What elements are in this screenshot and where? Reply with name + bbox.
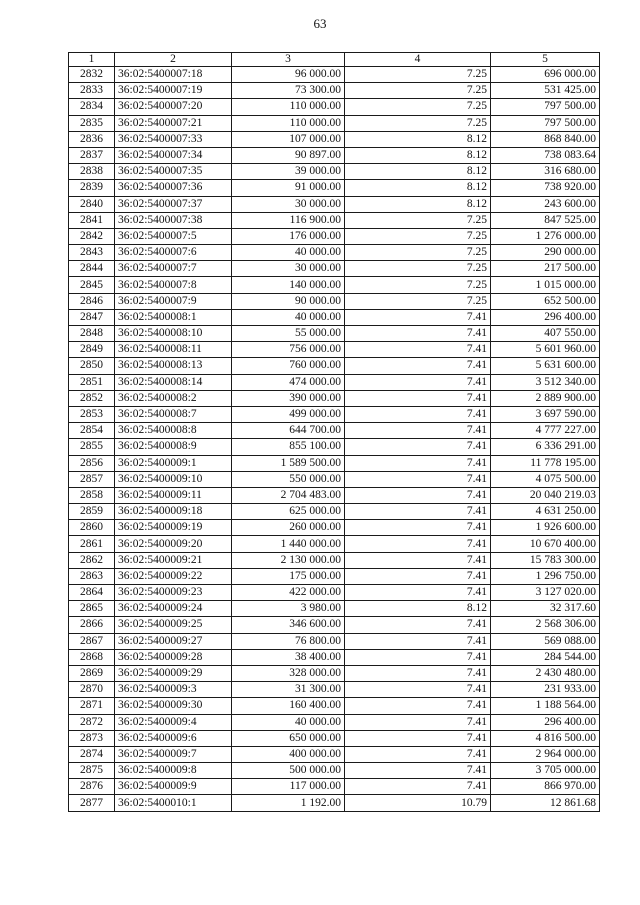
area-cell: 390 000.00 (232, 390, 345, 406)
row-number-cell: 2834 (69, 99, 115, 115)
value-cell: 290 000.00 (491, 245, 600, 261)
cadastral-number-cell: 36:02:5400008:9 (115, 439, 232, 455)
row-number-cell: 2845 (69, 277, 115, 293)
table-row (69, 682, 600, 698)
cadastral-number-cell: 36:02:5400007:9 (115, 293, 232, 309)
area-cell: 91 000.00 (232, 180, 345, 196)
row-number-cell: 2872 (69, 714, 115, 730)
row-number-cell: 2868 (69, 649, 115, 665)
area-cell: 500 000.00 (232, 763, 345, 779)
rate-cell: 8.12 (345, 601, 491, 617)
cadastral-number-cell: 36:02:5400007:8 (115, 277, 232, 293)
table-row (69, 245, 600, 261)
table-row (69, 390, 600, 406)
area-cell: 76 800.00 (232, 633, 345, 649)
value-cell: 217 500.00 (491, 261, 600, 277)
value-cell: 296 400.00 (491, 309, 600, 325)
cadastral-number-cell: 36:02:5400009:28 (115, 649, 232, 665)
cadastral-number-cell: 36:02:5400009:1 (115, 455, 232, 471)
value-cell: 243 600.00 (491, 196, 600, 212)
value-cell: 3 127 020.00 (491, 585, 600, 601)
rate-cell: 7.25 (345, 245, 491, 261)
rate-cell: 7.25 (345, 67, 491, 83)
rate-cell: 7.41 (345, 358, 491, 374)
rate-cell: 7.25 (345, 261, 491, 277)
rate-cell: 7.25 (345, 115, 491, 131)
cadastral-number-cell: 36:02:5400009:6 (115, 730, 232, 746)
area-cell: 760 000.00 (232, 358, 345, 374)
value-cell: 1 926 600.00 (491, 520, 600, 536)
area-cell: 499 000.00 (232, 406, 345, 422)
value-cell: 2 964 000.00 (491, 746, 600, 762)
row-number-cell: 2866 (69, 617, 115, 633)
row-number-cell: 2841 (69, 212, 115, 228)
row-number-cell: 2852 (69, 390, 115, 406)
cadastral-number-cell: 36:02:5400009:8 (115, 763, 232, 779)
area-cell: 90 000.00 (232, 293, 345, 309)
area-cell: 90 897.00 (232, 147, 345, 163)
rate-cell: 7.41 (345, 406, 491, 422)
table-row (69, 601, 600, 617)
value-cell: 10 670 400.00 (491, 536, 600, 552)
row-number-cell: 2851 (69, 374, 115, 390)
cadastral-number-cell: 36:02:5400009:7 (115, 746, 232, 762)
row-number-cell: 2847 (69, 309, 115, 325)
rate-cell: 7.41 (345, 536, 491, 552)
area-cell: 2 130 000.00 (232, 552, 345, 568)
area-cell: 328 000.00 (232, 665, 345, 681)
table-row (69, 374, 600, 390)
area-cell: 40 000.00 (232, 245, 345, 261)
table-row (69, 196, 600, 212)
value-cell: 1 188 564.00 (491, 698, 600, 714)
value-cell: 3 512 340.00 (491, 374, 600, 390)
cadastral-number-cell: 36:02:5400009:19 (115, 520, 232, 536)
column-header-value: 5 (491, 53, 600, 67)
cadastral-number-cell: 36:02:5400009:9 (115, 779, 232, 795)
table-row (69, 115, 600, 131)
value-cell: 4 631 250.00 (491, 504, 600, 520)
cadastral-number-cell: 36:02:5400009:3 (115, 682, 232, 698)
rate-cell: 7.25 (345, 277, 491, 293)
table-body (69, 67, 600, 812)
row-number-cell: 2867 (69, 633, 115, 649)
table-row (69, 228, 600, 244)
area-cell: 140 000.00 (232, 277, 345, 293)
table-row (69, 293, 600, 309)
rate-cell: 7.41 (345, 309, 491, 325)
land-valuation-table (68, 52, 600, 812)
rate-cell: 7.25 (345, 212, 491, 228)
row-number-cell: 2857 (69, 471, 115, 487)
cadastral-number-cell: 36:02:5400007:34 (115, 147, 232, 163)
row-number-cell: 2874 (69, 746, 115, 762)
cadastral-number-cell: 36:02:5400007:19 (115, 83, 232, 99)
row-number-cell: 2855 (69, 439, 115, 455)
area-cell: 644 700.00 (232, 423, 345, 439)
row-number-cell: 2859 (69, 504, 115, 520)
area-cell: 3 980.00 (232, 601, 345, 617)
value-cell: 5 631 600.00 (491, 358, 600, 374)
table-row (69, 277, 600, 293)
row-number-cell: 2863 (69, 568, 115, 584)
table-row (69, 83, 600, 99)
table-row (69, 714, 600, 730)
table-row (69, 552, 600, 568)
table-row (69, 261, 600, 277)
row-number-cell: 2856 (69, 455, 115, 471)
area-cell: 346 600.00 (232, 617, 345, 633)
rate-cell: 7.41 (345, 779, 491, 795)
area-cell: 55 000.00 (232, 326, 345, 342)
value-cell: 12 861.68 (491, 795, 600, 811)
area-cell: 474 000.00 (232, 374, 345, 390)
row-number-cell: 2835 (69, 115, 115, 131)
rate-cell: 7.41 (345, 520, 491, 536)
value-cell: 569 088.00 (491, 633, 600, 649)
row-number-cell: 2876 (69, 779, 115, 795)
value-cell: 3 697 590.00 (491, 406, 600, 422)
value-cell: 316 680.00 (491, 164, 600, 180)
cadastral-number-cell: 36:02:5400007:20 (115, 99, 232, 115)
value-cell: 1 296 750.00 (491, 568, 600, 584)
cadastral-number-cell: 36:02:5400009:21 (115, 552, 232, 568)
cadastral-number-cell: 36:02:5400009:27 (115, 633, 232, 649)
value-cell: 531 425.00 (491, 83, 600, 99)
rate-cell: 7.41 (345, 487, 491, 503)
cadastral-number-cell: 36:02:5400008:1 (115, 309, 232, 325)
area-cell: 550 000.00 (232, 471, 345, 487)
row-number-cell: 2832 (69, 67, 115, 83)
area-cell: 116 900.00 (232, 212, 345, 228)
cadastral-number-cell: 36:02:5400008:2 (115, 390, 232, 406)
area-cell: 422 000.00 (232, 585, 345, 601)
column-header-cadastral-number: 2 (115, 53, 232, 67)
rate-cell: 7.41 (345, 665, 491, 681)
area-cell: 31 300.00 (232, 682, 345, 698)
cadastral-number-cell: 36:02:5400008:7 (115, 406, 232, 422)
row-number-cell: 2850 (69, 358, 115, 374)
value-cell: 5 601 960.00 (491, 342, 600, 358)
row-number-cell: 2837 (69, 147, 115, 163)
table-row (69, 455, 600, 471)
area-cell: 39 000.00 (232, 164, 345, 180)
value-cell: 231 933.00 (491, 682, 600, 698)
row-number-cell: 2871 (69, 698, 115, 714)
cadastral-number-cell: 36:02:5400007:7 (115, 261, 232, 277)
rate-cell: 7.41 (345, 585, 491, 601)
cadastral-number-cell: 36:02:5400009:29 (115, 665, 232, 681)
row-number-cell: 2858 (69, 487, 115, 503)
cadastral-number-cell: 36:02:5400009:22 (115, 568, 232, 584)
value-cell: 284 544.00 (491, 649, 600, 665)
table-row (69, 423, 600, 439)
table-row (69, 326, 600, 342)
rate-cell: 7.41 (345, 746, 491, 762)
row-number-cell: 2848 (69, 326, 115, 342)
rate-cell: 7.41 (345, 698, 491, 714)
area-cell: 30 000.00 (232, 261, 345, 277)
column-header-number: 1 (69, 53, 115, 67)
area-cell: 2 704 483.00 (232, 487, 345, 503)
cadastral-number-cell: 36:02:5400007:33 (115, 131, 232, 147)
value-cell: 6 336 291.00 (491, 439, 600, 455)
row-number-cell: 2875 (69, 763, 115, 779)
rate-cell: 7.41 (345, 455, 491, 471)
area-cell: 160 400.00 (232, 698, 345, 714)
row-number-cell: 2853 (69, 406, 115, 422)
cadastral-number-cell: 36:02:5400009:24 (115, 601, 232, 617)
value-cell: 4 777 227.00 (491, 423, 600, 439)
rate-cell: 7.41 (345, 374, 491, 390)
area-cell: 1 192.00 (232, 795, 345, 811)
area-cell: 400 000.00 (232, 746, 345, 762)
area-cell: 40 000.00 (232, 309, 345, 325)
rate-cell: 7.41 (345, 471, 491, 487)
cadastral-number-cell: 36:02:5400009:25 (115, 617, 232, 633)
table-row (69, 698, 600, 714)
row-number-cell: 2873 (69, 730, 115, 746)
area-cell: 756 000.00 (232, 342, 345, 358)
table-row (69, 212, 600, 228)
value-cell: 866 970.00 (491, 779, 600, 795)
area-cell: 175 000.00 (232, 568, 345, 584)
rate-cell: 7.41 (345, 714, 491, 730)
value-cell: 2 430 480.00 (491, 665, 600, 681)
value-cell: 652 500.00 (491, 293, 600, 309)
area-cell: 107 000.00 (232, 131, 345, 147)
rate-cell: 7.41 (345, 649, 491, 665)
rate-cell: 7.41 (345, 568, 491, 584)
row-number-cell: 2840 (69, 196, 115, 212)
area-cell: 1 589 500.00 (232, 455, 345, 471)
value-cell: 11 778 195.00 (491, 455, 600, 471)
table-row (69, 471, 600, 487)
table-row (69, 358, 600, 374)
rate-cell: 7.41 (345, 552, 491, 568)
area-cell: 110 000.00 (232, 99, 345, 115)
area-cell: 40 000.00 (232, 714, 345, 730)
area-cell: 176 000.00 (232, 228, 345, 244)
cadastral-number-cell: 36:02:5400007:38 (115, 212, 232, 228)
row-number-cell: 2844 (69, 261, 115, 277)
row-number-cell: 2839 (69, 180, 115, 196)
value-cell: 3 705 000.00 (491, 763, 600, 779)
cadastral-number-cell: 36:02:5400008:14 (115, 374, 232, 390)
page-number: 63 (313, 16, 327, 31)
table-row (69, 795, 600, 811)
rate-cell: 7.41 (345, 633, 491, 649)
cadastral-number-cell: 36:02:5400007:21 (115, 115, 232, 131)
area-cell: 625 000.00 (232, 504, 345, 520)
value-cell: 4 816 500.00 (491, 730, 600, 746)
row-number-cell: 2846 (69, 293, 115, 309)
table-row (69, 487, 600, 503)
rate-cell: 8.12 (345, 196, 491, 212)
rate-cell: 7.41 (345, 342, 491, 358)
table-row (69, 746, 600, 762)
cadastral-number-cell: 36:02:5400009:30 (115, 698, 232, 714)
value-cell: 296 400.00 (491, 714, 600, 730)
row-number-cell: 2869 (69, 665, 115, 681)
cadastral-number-cell: 36:02:5400009:18 (115, 504, 232, 520)
table-row (69, 99, 600, 115)
cadastral-number-cell: 36:02:5400009:23 (115, 585, 232, 601)
table-row (69, 504, 600, 520)
cadastral-number-cell: 36:02:5400008:8 (115, 423, 232, 439)
rate-cell: 7.25 (345, 99, 491, 115)
table-row (69, 536, 600, 552)
rate-cell: 8.12 (345, 180, 491, 196)
row-number-cell: 2843 (69, 245, 115, 261)
row-number-cell: 2838 (69, 164, 115, 180)
table-row (69, 730, 600, 746)
area-cell: 1 440 000.00 (232, 536, 345, 552)
area-cell: 260 000.00 (232, 520, 345, 536)
cadastral-number-cell: 36:02:5400010:1 (115, 795, 232, 811)
row-number-cell: 2877 (69, 795, 115, 811)
value-cell: 4 075 500.00 (491, 471, 600, 487)
value-cell: 738 920.00 (491, 180, 600, 196)
area-cell: 73 300.00 (232, 83, 345, 99)
row-number-cell: 2870 (69, 682, 115, 698)
cadastral-number-cell: 36:02:5400008:10 (115, 326, 232, 342)
table-row (69, 520, 600, 536)
rate-cell: 7.41 (345, 682, 491, 698)
value-cell: 2 568 306.00 (491, 617, 600, 633)
row-number-cell: 2865 (69, 601, 115, 617)
table-row (69, 406, 600, 422)
value-cell: 1 276 000.00 (491, 228, 600, 244)
rate-cell: 7.41 (345, 326, 491, 342)
cadastral-number-cell: 36:02:5400007:5 (115, 228, 232, 244)
rate-cell: 7.25 (345, 228, 491, 244)
rate-cell: 8.12 (345, 164, 491, 180)
table-row (69, 617, 600, 633)
area-cell: 96 000.00 (232, 67, 345, 83)
rate-cell: 7.41 (345, 763, 491, 779)
cadastral-number-cell: 36:02:5400009:11 (115, 487, 232, 503)
cadastral-number-cell: 36:02:5400008:13 (115, 358, 232, 374)
rate-cell: 7.25 (345, 293, 491, 309)
rate-cell: 7.25 (345, 83, 491, 99)
table-row (69, 633, 600, 649)
value-cell: 1 015 000.00 (491, 277, 600, 293)
value-cell: 15 783 300.00 (491, 552, 600, 568)
row-number-cell: 2854 (69, 423, 115, 439)
column-header-rate: 4 (345, 53, 491, 67)
area-cell: 117 000.00 (232, 779, 345, 795)
table-row (69, 585, 600, 601)
row-number-cell: 2864 (69, 585, 115, 601)
cadastral-number-cell: 36:02:5400009:20 (115, 536, 232, 552)
value-cell: 797 500.00 (491, 99, 600, 115)
rate-cell: 7.41 (345, 439, 491, 455)
cadastral-number-cell: 36:02:5400007:35 (115, 164, 232, 180)
rate-cell: 8.12 (345, 131, 491, 147)
table-row (69, 779, 600, 795)
cadastral-number-cell: 36:02:5400007:6 (115, 245, 232, 261)
rate-cell: 7.41 (345, 730, 491, 746)
table-row (69, 180, 600, 196)
value-cell: 738 083.64 (491, 147, 600, 163)
table-row (69, 164, 600, 180)
table-row (69, 147, 600, 163)
table-row (69, 649, 600, 665)
area-cell: 855 100.00 (232, 439, 345, 455)
area-cell: 650 000.00 (232, 730, 345, 746)
rate-cell: 7.41 (345, 423, 491, 439)
table-row (69, 665, 600, 681)
cadastral-number-cell: 36:02:5400008:11 (115, 342, 232, 358)
row-number-cell: 2836 (69, 131, 115, 147)
cadastral-number-cell: 36:02:5400009:4 (115, 714, 232, 730)
area-cell: 38 400.00 (232, 649, 345, 665)
cadastral-number-cell: 36:02:5400007:37 (115, 196, 232, 212)
row-number-cell: 2860 (69, 520, 115, 536)
area-cell: 30 000.00 (232, 196, 345, 212)
value-cell: 2 889 900.00 (491, 390, 600, 406)
row-number-cell: 2862 (69, 552, 115, 568)
table-row (69, 568, 600, 584)
rate-cell: 7.41 (345, 390, 491, 406)
table-row (69, 309, 600, 325)
rate-cell: 7.41 (345, 617, 491, 633)
rate-cell: 8.12 (345, 147, 491, 163)
table-header-row (69, 53, 600, 67)
value-cell: 797 500.00 (491, 115, 600, 131)
cadastral-number-cell: 36:02:5400007:18 (115, 67, 232, 83)
column-header-area: 3 (232, 53, 345, 67)
row-number-cell: 2842 (69, 228, 115, 244)
value-cell: 407 550.00 (491, 326, 600, 342)
table-row (69, 342, 600, 358)
value-cell: 20 040 219.03 (491, 487, 600, 503)
row-number-cell: 2861 (69, 536, 115, 552)
rate-cell: 10.79 (345, 795, 491, 811)
value-cell: 696 000.00 (491, 67, 600, 83)
value-cell: 868 840.00 (491, 131, 600, 147)
area-cell: 110 000.00 (232, 115, 345, 131)
table-row (69, 131, 600, 147)
cadastral-number-cell: 36:02:5400007:36 (115, 180, 232, 196)
cadastral-number-cell: 36:02:5400009:10 (115, 471, 232, 487)
table-row (69, 439, 600, 455)
row-number-cell: 2833 (69, 83, 115, 99)
row-number-cell: 2849 (69, 342, 115, 358)
value-cell: 32 317.60 (491, 601, 600, 617)
table-row (69, 763, 600, 779)
table-row (69, 67, 600, 83)
value-cell: 847 525.00 (491, 212, 600, 228)
rate-cell: 7.41 (345, 504, 491, 520)
